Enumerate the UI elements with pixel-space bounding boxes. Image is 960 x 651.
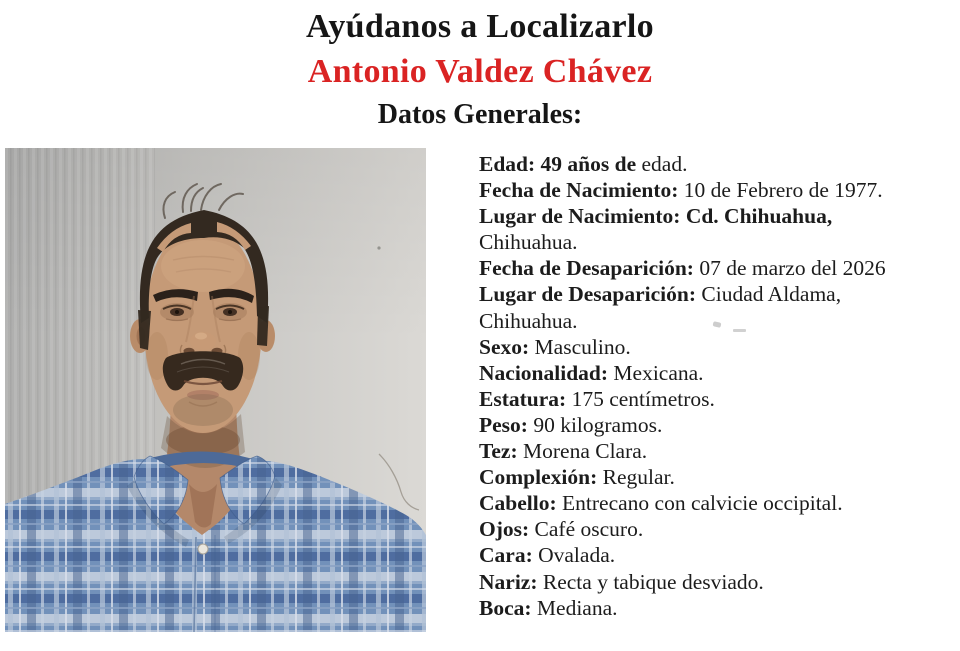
- field-label: Cabello:: [479, 491, 557, 516]
- field-label: Fecha de Nacimiento:: [479, 178, 679, 203]
- detail-line: [479, 360, 957, 386]
- detail-line: [479, 229, 957, 255]
- field-label: Fecha de Desaparición:: [479, 256, 694, 281]
- field-value: Regular.: [597, 465, 675, 490]
- missing-person-photo: [5, 148, 426, 632]
- detail-line: [479, 386, 957, 412]
- field-value: 175 centímetros.: [566, 386, 715, 411]
- page-title: Ayúdanos a Localizarlo: [306, 8, 654, 45]
- detail-line: [479, 151, 957, 177]
- field-label: Boca:: [479, 595, 532, 620]
- field-value: Café oscuro.: [529, 517, 644, 542]
- detail-line: [479, 490, 957, 516]
- detail-line: [479, 281, 957, 307]
- chin-stubble: [173, 394, 233, 426]
- detail-line: [479, 464, 957, 490]
- field-value: Ovalada.: [532, 543, 616, 568]
- field-value: Mediana.: [531, 595, 618, 620]
- section-heading: Datos Generales:: [377, 99, 583, 130]
- wall-speck: [377, 246, 380, 249]
- field-label: Lugar de Desaparición:: [479, 282, 696, 307]
- detail-line: [479, 334, 957, 360]
- detail-line: [479, 595, 957, 621]
- field-label: Nariz:: [479, 569, 538, 594]
- field-value: Chihuahua.: [479, 308, 578, 333]
- field-value: Recta y tabique desviado.: [537, 569, 764, 594]
- detail-line: [479, 177, 957, 203]
- detail-line: [479, 569, 957, 595]
- field-value: Mexicana.: [608, 360, 704, 385]
- detail-line: [479, 308, 957, 334]
- field-value: 90 kilogramos.: [527, 412, 663, 437]
- field-label: Ojos:: [479, 517, 530, 542]
- field-label: Tez:: [479, 439, 518, 464]
- field-value: Chihuahua.: [479, 230, 578, 255]
- field-value: 07 de marzo del 2026: [693, 256, 886, 281]
- detail-line: [479, 255, 957, 281]
- field-value: Masculino.: [529, 334, 631, 359]
- field-label: Estatura:: [479, 386, 567, 411]
- detail-line: [479, 438, 957, 464]
- scan-artifact-mark: [733, 329, 746, 332]
- field-label: Sexo:: [479, 334, 530, 359]
- field-label: Lugar de Nacimiento: Cd. Chihuahua,: [479, 204, 833, 229]
- field-label: Cara:: [479, 543, 533, 568]
- field-value: Ciudad Aldama,: [696, 282, 842, 307]
- detail-line: [479, 516, 957, 542]
- detail-line: [479, 412, 957, 438]
- field-label: Peso:: [479, 412, 528, 437]
- field-value: 10 de Febrero de 1977.: [678, 178, 883, 203]
- field-value: Morena Clara.: [517, 439, 648, 464]
- detail-line: [479, 203, 957, 229]
- field-label: Nacionalidad:: [479, 360, 609, 385]
- field-label: Complexión:: [479, 465, 598, 490]
- field-label: Edad: 49 años de: [479, 152, 637, 176]
- general-data-list: [479, 151, 957, 621]
- field-value: edad.: [636, 152, 688, 176]
- detail-line: [479, 542, 957, 568]
- missing-person-name: Antonio Valdez Chávez: [307, 53, 653, 90]
- shirt-button: [198, 544, 208, 554]
- field-value: Entrecano con calvicie occipital.: [556, 491, 843, 516]
